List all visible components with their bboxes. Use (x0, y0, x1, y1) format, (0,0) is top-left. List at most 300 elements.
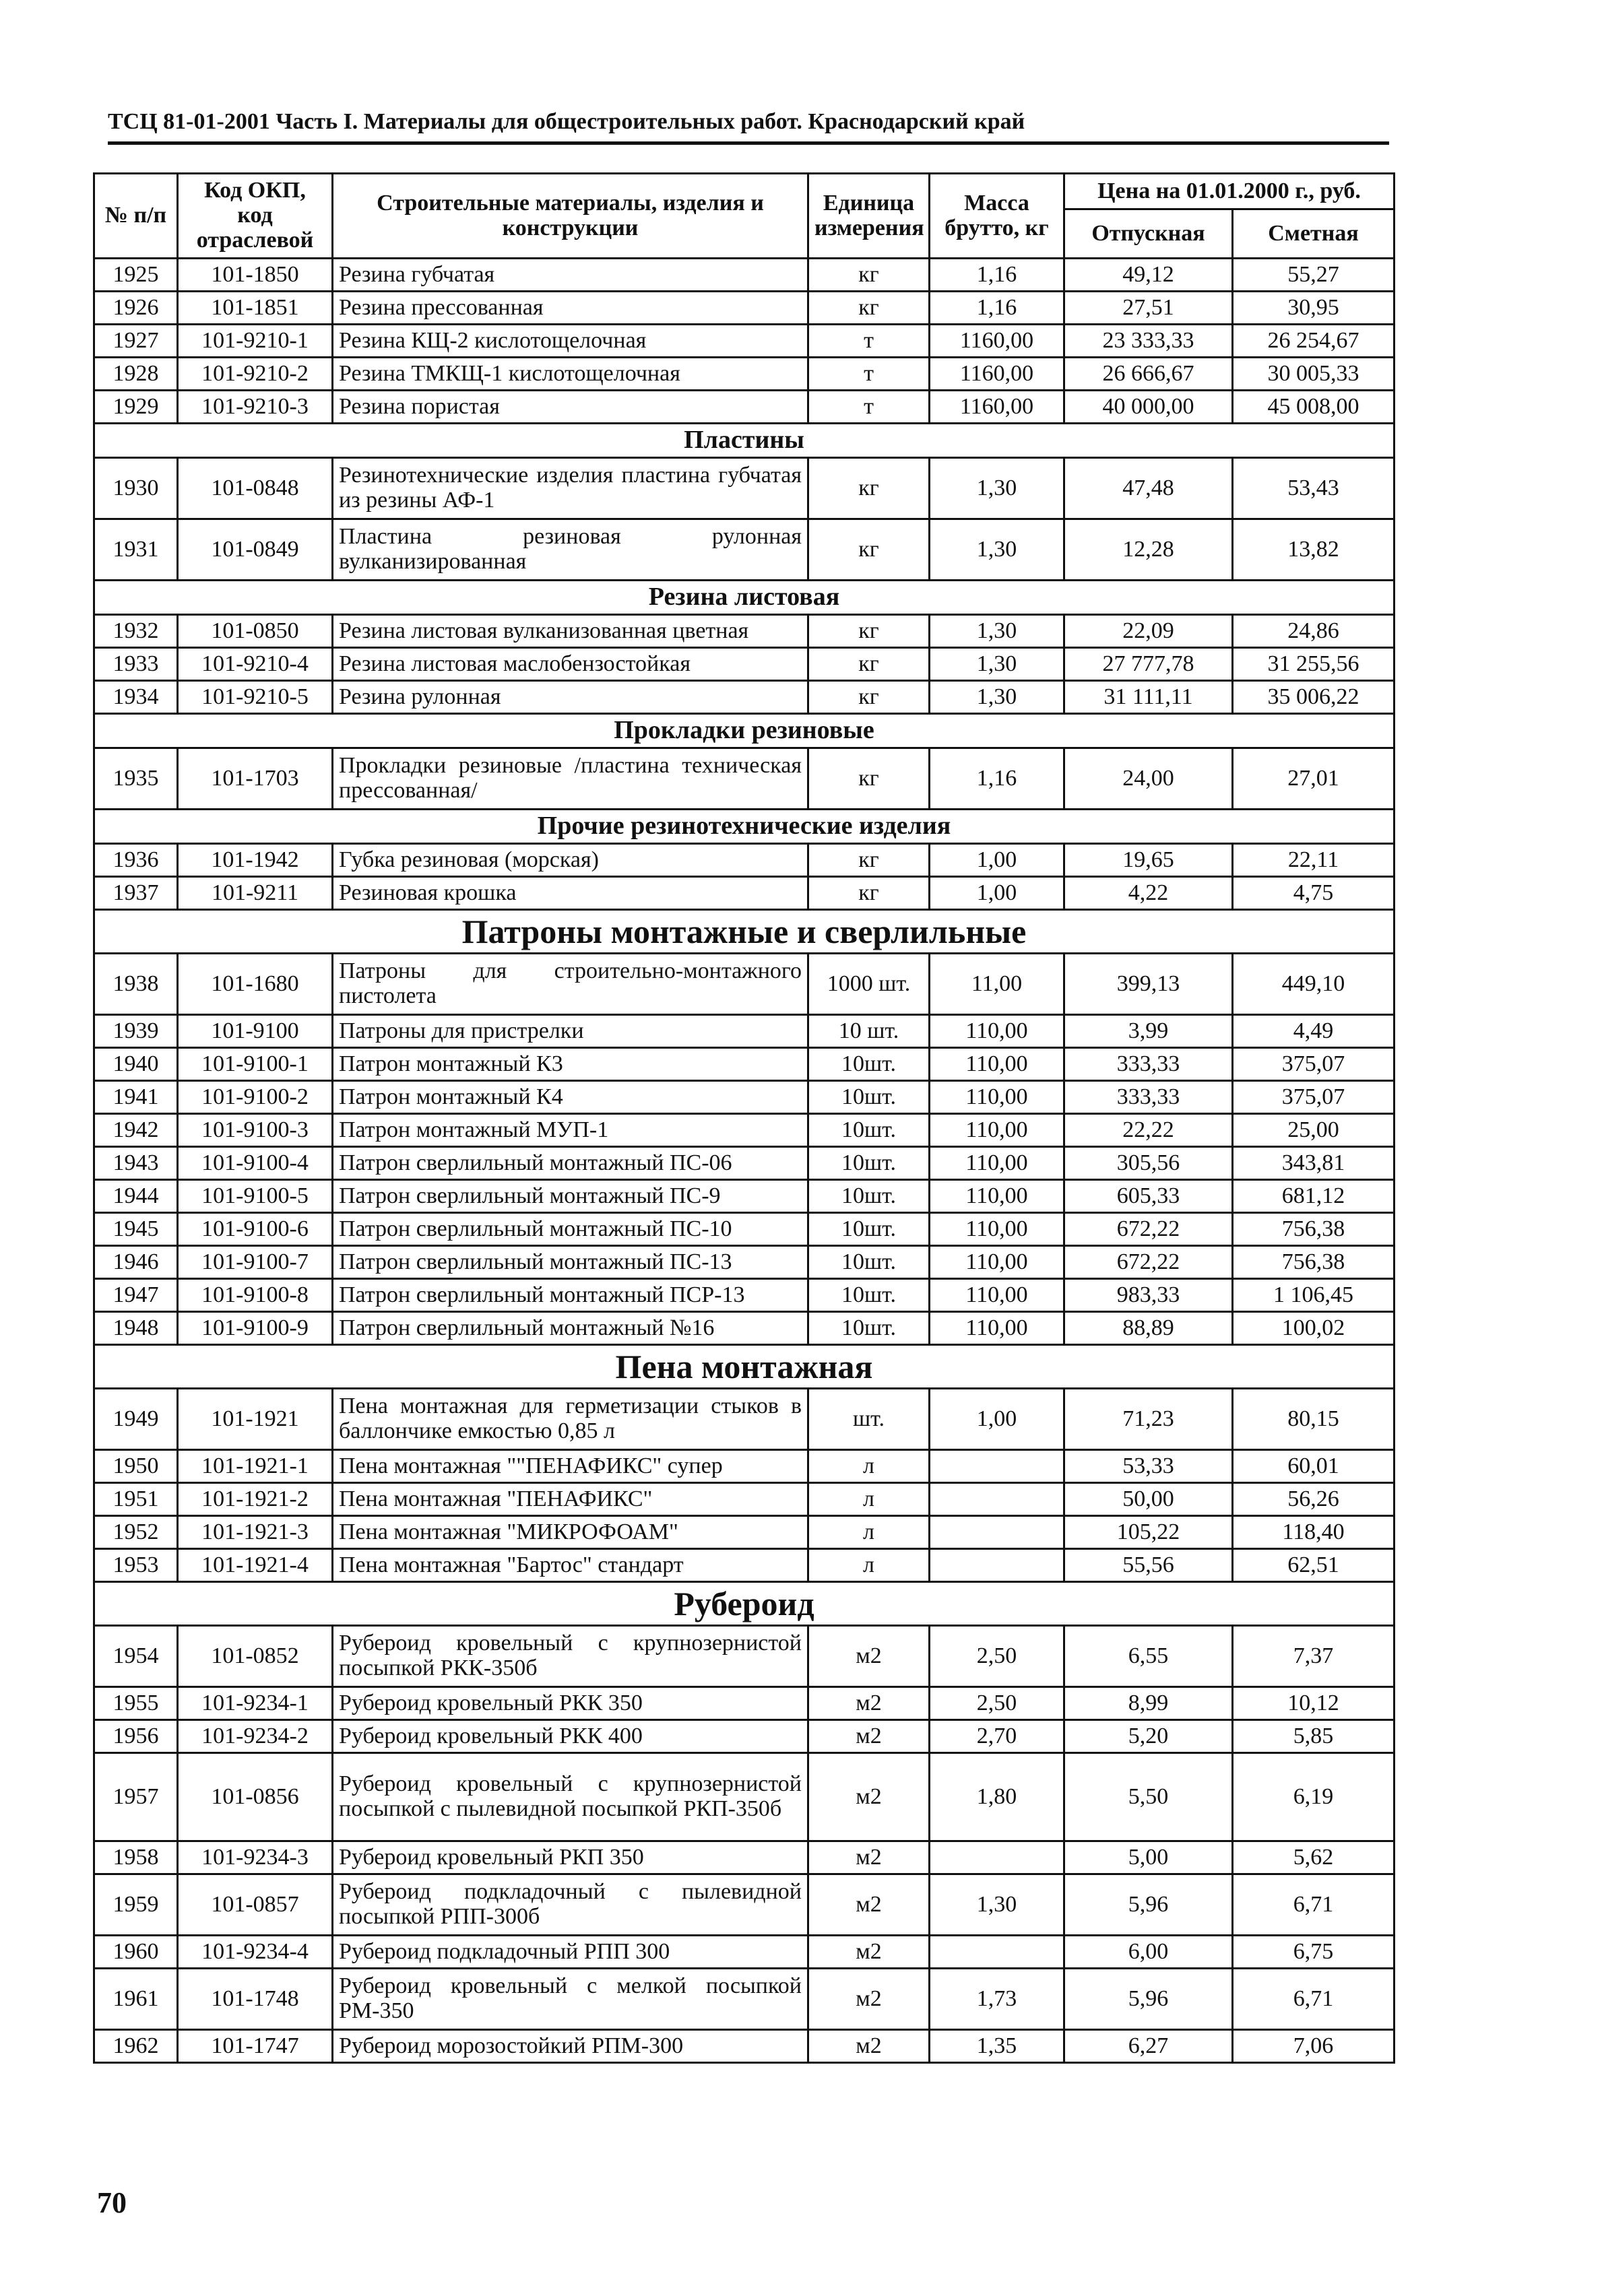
release-price: 71,23 (1064, 1389, 1233, 1450)
table-row (94, 1720, 1395, 1753)
gross-mass: 1160,00 (930, 358, 1064, 391)
gross-mass (930, 1549, 1064, 1582)
row-number: 1944 (94, 1180, 178, 1213)
row-number: 1925 (94, 259, 178, 292)
unit-of-measure: м2 (808, 1687, 930, 1720)
gross-mass: 1160,00 (930, 325, 1064, 358)
material-name: Резина листовая маслобензостойкая (333, 648, 808, 681)
materials-table (93, 172, 1395, 2064)
section-heading-row (94, 424, 1395, 458)
section-heading-row (94, 910, 1395, 954)
estimate-price: 5,62 (1233, 1841, 1395, 1874)
okp-code: 101-9100-4 (178, 1147, 333, 1180)
release-price: 23 333,33 (1064, 325, 1233, 358)
estimate-price: 30,95 (1233, 292, 1395, 325)
release-price: 333,33 (1064, 1048, 1233, 1081)
row-number: 1949 (94, 1389, 178, 1450)
header-rule (108, 141, 1389, 145)
release-price: 88,89 (1064, 1312, 1233, 1345)
release-price: 55,56 (1064, 1549, 1233, 1582)
table-row (94, 325, 1395, 358)
okp-code: 101-9210-4 (178, 648, 333, 681)
release-price: 983,33 (1064, 1279, 1233, 1312)
page-number: 70 (97, 2186, 127, 2219)
row-number: 1928 (94, 358, 178, 391)
okp-code: 101-9100-6 (178, 1213, 333, 1246)
gross-mass: 110,00 (930, 1048, 1064, 1081)
release-price: 3,99 (1064, 1015, 1233, 1048)
unit-of-measure: т (808, 358, 930, 391)
table-row (94, 358, 1395, 391)
estimate-price: 60,01 (1233, 1450, 1395, 1483)
unit-of-measure: м2 (808, 2030, 930, 2063)
unit-of-measure: 10шт. (808, 1048, 930, 1081)
gross-mass: 2,50 (930, 1626, 1064, 1687)
section-heading-row (94, 714, 1395, 748)
table-row (94, 1147, 1395, 1180)
row-number: 1947 (94, 1279, 178, 1312)
okp-code: 101-0850 (178, 615, 333, 648)
unit-of-measure: кг (808, 519, 930, 581)
estimate-price: 4,49 (1233, 1015, 1395, 1048)
gross-mass: 1,00 (930, 1389, 1064, 1450)
gross-mass: 110,00 (930, 1180, 1064, 1213)
gross-mass: 110,00 (930, 1114, 1064, 1147)
header-mass: Масса брутто, кг (930, 174, 1064, 259)
material-name: Губка резиновая (морская) (333, 844, 808, 877)
estimate-price: 1 106,45 (1233, 1279, 1395, 1312)
table-row (94, 1246, 1395, 1279)
row-number: 1962 (94, 2030, 178, 2063)
gross-mass: 1,00 (930, 877, 1064, 910)
row-number: 1953 (94, 1549, 178, 1582)
material-name: Рубероид морозостойкий РПМ-300 (333, 2030, 808, 2063)
section-heading: Прочие резинотехнические изделия (94, 810, 1395, 844)
row-number: 1943 (94, 1147, 178, 1180)
okp-code: 101-9100-8 (178, 1279, 333, 1312)
estimate-price: 30 005,33 (1233, 358, 1395, 391)
release-price: 47,48 (1064, 458, 1233, 519)
row-number: 1939 (94, 1015, 178, 1048)
estimate-price: 80,15 (1233, 1389, 1395, 1450)
section-heading: Пена монтажная (94, 1345, 1395, 1389)
estimate-price: 681,12 (1233, 1180, 1395, 1213)
row-number: 1951 (94, 1483, 178, 1516)
table-row (94, 1687, 1395, 1720)
table-row (94, 681, 1395, 714)
gross-mass: 1,30 (930, 458, 1064, 519)
row-number: 1932 (94, 615, 178, 648)
material-name: Рубероид кровельный с мелкой посыпкой РМ-350 (333, 1969, 808, 2030)
unit-of-measure: кг (808, 681, 930, 714)
estimate-price: 7,37 (1233, 1626, 1395, 1687)
gross-mass: 1,00 (930, 844, 1064, 877)
material-name: Патроны для пристрелки (333, 1015, 808, 1048)
estimate-price: 756,38 (1233, 1213, 1395, 1246)
okp-code: 101-9100-1 (178, 1048, 333, 1081)
estimate-price: 4,75 (1233, 877, 1395, 910)
estimate-price: 100,02 (1233, 1312, 1395, 1345)
unit-of-measure: 1000 шт. (808, 954, 930, 1015)
material-name: Рубероид кровельный РКК 350 (333, 1687, 808, 1720)
gross-mass: 1,35 (930, 2030, 1064, 2063)
table-row (94, 748, 1395, 810)
table-row (94, 1279, 1395, 1312)
gross-mass: 110,00 (930, 1279, 1064, 1312)
table-row (94, 391, 1395, 424)
okp-code: 101-0848 (178, 458, 333, 519)
estimate-price: 25,00 (1233, 1114, 1395, 1147)
release-price: 305,56 (1064, 1147, 1233, 1180)
release-price: 399,13 (1064, 954, 1233, 1015)
material-name: Рубероид кровельный РКК 400 (333, 1720, 808, 1753)
unit-of-measure: кг (808, 458, 930, 519)
unit-of-measure: кг (808, 292, 930, 325)
material-name: Пена монтажная "ПЕНАФИКС" (333, 1483, 808, 1516)
material-name: Резина КЩ-2 кислотощелочная (333, 325, 808, 358)
okp-code: 101-9100-9 (178, 1312, 333, 1345)
material-name: Патрон сверлильный монтажный ПС-9 (333, 1180, 808, 1213)
unit-of-measure: м2 (808, 1969, 930, 2030)
gross-mass: 1,30 (930, 681, 1064, 714)
table-row (94, 458, 1395, 519)
row-number: 1934 (94, 681, 178, 714)
okp-code: 101-0857 (178, 1874, 333, 1936)
okp-code: 101-1680 (178, 954, 333, 1015)
row-number: 1957 (94, 1753, 178, 1841)
okp-code: 101-1747 (178, 2030, 333, 2063)
okp-code: 101-1942 (178, 844, 333, 877)
gross-mass (930, 1936, 1064, 1969)
table-row (94, 1015, 1395, 1048)
okp-code: 101-1703 (178, 748, 333, 810)
estimate-price: 6,75 (1233, 1936, 1395, 1969)
estimate-price: 13,82 (1233, 519, 1395, 581)
gross-mass: 2,70 (930, 1720, 1064, 1753)
unit-of-measure: м2 (808, 1720, 930, 1753)
row-number: 1926 (94, 292, 178, 325)
section-heading: Пластины (94, 424, 1395, 458)
okp-code: 101-9210-3 (178, 391, 333, 424)
unit-of-measure: т (808, 391, 930, 424)
gross-mass (930, 1483, 1064, 1516)
unit-of-measure: л (808, 1516, 930, 1549)
estimate-price: 449,10 (1233, 954, 1395, 1015)
release-price: 53,33 (1064, 1450, 1233, 1483)
row-number: 1955 (94, 1687, 178, 1720)
material-name: Пена монтажная для герметизации стыков в баллончике емкостью 0,85 л (333, 1389, 808, 1450)
row-number: 1935 (94, 748, 178, 810)
unit-of-measure: кг (808, 844, 930, 877)
estimate-price: 375,07 (1233, 1081, 1395, 1114)
gross-mass (930, 1516, 1064, 1549)
unit-of-measure: т (808, 325, 930, 358)
estimate-price: 27,01 (1233, 748, 1395, 810)
material-name: Патрон сверлильный монтажный ПС-13 (333, 1246, 808, 1279)
row-number: 1945 (94, 1213, 178, 1246)
material-name: Пена монтажная "Бартос" стандарт (333, 1549, 808, 1582)
table-row (94, 1312, 1395, 1345)
release-price: 672,22 (1064, 1213, 1233, 1246)
material-name: Резина губчатая (333, 259, 808, 292)
section-heading-row (94, 581, 1395, 615)
row-number: 1948 (94, 1312, 178, 1345)
release-price: 6,55 (1064, 1626, 1233, 1687)
unit-of-measure: кг (808, 877, 930, 910)
row-number: 1950 (94, 1450, 178, 1483)
section-heading-row (94, 1345, 1395, 1389)
unit-of-measure: 10шт. (808, 1180, 930, 1213)
gross-mass: 110,00 (930, 1081, 1064, 1114)
release-price: 105,22 (1064, 1516, 1233, 1549)
table-row (94, 1048, 1395, 1081)
row-number: 1929 (94, 391, 178, 424)
gross-mass: 1160,00 (930, 391, 1064, 424)
row-number: 1959 (94, 1874, 178, 1936)
unit-of-measure: м2 (808, 1936, 930, 1969)
release-price: 5,00 (1064, 1841, 1233, 1874)
unit-of-measure: 10шт. (808, 1081, 930, 1114)
unit-of-measure: м2 (808, 1626, 930, 1687)
gross-mass: 1,30 (930, 615, 1064, 648)
release-price: 24,00 (1064, 748, 1233, 810)
release-price: 4,22 (1064, 877, 1233, 910)
okp-code: 101-1921-1 (178, 1450, 333, 1483)
gross-mass: 11,00 (930, 954, 1064, 1015)
okp-code: 101-9211 (178, 877, 333, 910)
material-name: Патрон сверлильный монтажный ПС-06 (333, 1147, 808, 1180)
table-row (94, 1389, 1395, 1450)
estimate-price: 10,12 (1233, 1687, 1395, 1720)
material-name: Пена монтажная ""ПЕНАФИКС" супер (333, 1450, 808, 1483)
estimate-price: 45 008,00 (1233, 391, 1395, 424)
release-price: 50,00 (1064, 1483, 1233, 1516)
estimate-price: 24,86 (1233, 615, 1395, 648)
release-price: 19,65 (1064, 844, 1233, 877)
row-number: 1946 (94, 1246, 178, 1279)
unit-of-measure: 10шт. (808, 1213, 930, 1246)
table-row (94, 1549, 1395, 1582)
section-heading: Патроны монтажные и сверлильные (94, 910, 1395, 954)
table-row (94, 877, 1395, 910)
okp-code: 101-9234-2 (178, 1720, 333, 1753)
okp-code: 101-1921 (178, 1389, 333, 1450)
release-price: 5,50 (1064, 1753, 1233, 1841)
release-price: 333,33 (1064, 1081, 1233, 1114)
okp-code: 101-9100-7 (178, 1246, 333, 1279)
unit-of-measure: кг (808, 748, 930, 810)
material-name: Прокладки резиновые /пластина техническая прессованная/ (333, 748, 808, 810)
gross-mass: 110,00 (930, 1246, 1064, 1279)
table-body (94, 259, 1395, 2063)
release-price: 40 000,00 (1064, 391, 1233, 424)
row-number: 1941 (94, 1081, 178, 1114)
okp-code: 101-1921-2 (178, 1483, 333, 1516)
gross-mass: 110,00 (930, 1312, 1064, 1345)
table-row (94, 1213, 1395, 1246)
material-name: Рубероид кровельный с крупнозернистой посыпкой РКК-350б (333, 1626, 808, 1687)
row-number: 1958 (94, 1841, 178, 1874)
gross-mass (930, 1841, 1064, 1874)
unit-of-measure: кг (808, 259, 930, 292)
row-number: 1938 (94, 954, 178, 1015)
estimate-price: 55,27 (1233, 259, 1395, 292)
okp-code: 101-0856 (178, 1753, 333, 1841)
estimate-price: 6,19 (1233, 1753, 1395, 1841)
page-header: ТСЦ 81-01-2001 Часть I. Материалы для общестроительных работ. Краснодарский край (108, 109, 1025, 134)
row-number: 1960 (94, 1936, 178, 1969)
material-name: Рубероид кровельный РКП 350 (333, 1841, 808, 1874)
header-price-estimate: Сметная (1233, 209, 1395, 259)
table-row (94, 519, 1395, 581)
row-number: 1942 (94, 1114, 178, 1147)
release-price: 6,27 (1064, 2030, 1233, 2063)
gross-mass: 1,80 (930, 1753, 1064, 1841)
estimate-price: 56,26 (1233, 1483, 1395, 1516)
table-row (94, 954, 1395, 1015)
release-price: 26 666,67 (1064, 358, 1233, 391)
estimate-price: 31 255,56 (1233, 648, 1395, 681)
row-number: 1961 (94, 1969, 178, 2030)
row-number: 1933 (94, 648, 178, 681)
unit-of-measure: л (808, 1549, 930, 1582)
row-number: 1936 (94, 844, 178, 877)
gross-mass: 110,00 (930, 1015, 1064, 1048)
release-price: 5,96 (1064, 1969, 1233, 2030)
header-price-group: Цена на 01.01.2000 г., руб. (1064, 174, 1395, 209)
table-row (94, 1969, 1395, 2030)
unit-of-measure: м2 (808, 1753, 930, 1841)
okp-code: 101-0852 (178, 1626, 333, 1687)
release-price: 5,96 (1064, 1874, 1233, 1936)
release-price: 31 111,11 (1064, 681, 1233, 714)
release-price: 27 777,78 (1064, 648, 1233, 681)
table-row (94, 1936, 1395, 1969)
estimate-price: 35 006,22 (1233, 681, 1395, 714)
material-name: Резина пористая (333, 391, 808, 424)
material-name: Резина ТМКЩ-1 кислотощелочная (333, 358, 808, 391)
section-heading-row (94, 810, 1395, 844)
table-row (94, 844, 1395, 877)
gross-mass (930, 1450, 1064, 1483)
section-heading: Резина листовая (94, 581, 1395, 615)
section-heading-row (94, 1582, 1395, 1626)
material-name: Патрон монтажный К3 (333, 1048, 808, 1081)
row-number: 1952 (94, 1516, 178, 1549)
header-unit: Единица измерения (808, 174, 930, 259)
gross-mass: 1,16 (930, 748, 1064, 810)
table-row (94, 1483, 1395, 1516)
table-row (94, 1516, 1395, 1549)
table-row (94, 1753, 1395, 1841)
unit-of-measure: 10 шт. (808, 1015, 930, 1048)
header-num: № п/п (94, 174, 178, 259)
unit-of-measure: 10шт. (808, 1312, 930, 1345)
material-name: Пластина резиновая рулонная вулканизированная (333, 519, 808, 581)
table-row (94, 259, 1395, 292)
unit-of-measure: кг (808, 615, 930, 648)
okp-code: 101-1851 (178, 292, 333, 325)
okp-code: 101-9100-3 (178, 1114, 333, 1147)
table-row (94, 1626, 1395, 1687)
table-row (94, 1874, 1395, 1936)
estimate-price: 53,43 (1233, 458, 1395, 519)
estimate-price: 6,71 (1233, 1969, 1395, 2030)
material-name: Патрон монтажный МУП-1 (333, 1114, 808, 1147)
okp-code: 101-9100-5 (178, 1180, 333, 1213)
material-name: Патрон сверлильный монтажный №16 (333, 1312, 808, 1345)
row-number: 1954 (94, 1626, 178, 1687)
gross-mass: 1,16 (930, 259, 1064, 292)
material-name: Патрон монтажный К4 (333, 1081, 808, 1114)
material-name: Резина рулонная (333, 681, 808, 714)
table-row (94, 1180, 1395, 1213)
unit-of-measure: л (808, 1450, 930, 1483)
okp-code: 101-1850 (178, 259, 333, 292)
material-name: Патроны для строительно-монтажного пистолета (333, 954, 808, 1015)
gross-mass: 2,50 (930, 1687, 1064, 1720)
material-name: Рубероид подкладочный с пылевидной посыпкой РПП-300б (333, 1874, 808, 1936)
release-price: 49,12 (1064, 259, 1233, 292)
row-number: 1937 (94, 877, 178, 910)
material-name: Рубероид подкладочный РПП 300 (333, 1936, 808, 1969)
release-price: 8,99 (1064, 1687, 1233, 1720)
okp-code: 101-9234-3 (178, 1841, 333, 1874)
material-name: Резинотехнические изделия пластина губчатая из резины АФ-1 (333, 458, 808, 519)
unit-of-measure: 10шт. (808, 1114, 930, 1147)
row-number: 1956 (94, 1720, 178, 1753)
estimate-price: 118,40 (1233, 1516, 1395, 1549)
unit-of-measure: м2 (808, 1841, 930, 1874)
header-code: Код ОКП, код отраслевой (178, 174, 333, 259)
estimate-price: 756,38 (1233, 1246, 1395, 1279)
unit-of-measure: л (808, 1483, 930, 1516)
release-price: 6,00 (1064, 1936, 1233, 1969)
gross-mass: 1,30 (930, 1874, 1064, 1936)
release-price: 22,09 (1064, 615, 1233, 648)
unit-of-measure: 10шт. (808, 1279, 930, 1312)
estimate-price: 343,81 (1233, 1147, 1395, 1180)
release-price: 672,22 (1064, 1246, 1233, 1279)
unit-of-measure: шт. (808, 1389, 930, 1450)
material-name: Резина прессованная (333, 292, 808, 325)
gross-mass: 110,00 (930, 1147, 1064, 1180)
estimate-price: 5,85 (1233, 1720, 1395, 1753)
table-row (94, 292, 1395, 325)
table-row (94, 1081, 1395, 1114)
material-name: Пена монтажная "МИКРОФОАМ" (333, 1516, 808, 1549)
estimate-price: 26 254,67 (1233, 325, 1395, 358)
okp-code: 101-9100-2 (178, 1081, 333, 1114)
okp-code: 101-9210-2 (178, 358, 333, 391)
okp-code: 101-1748 (178, 1969, 333, 2030)
section-heading: Прокладки резиновые (94, 714, 1395, 748)
material-name: Резиновая крошка (333, 877, 808, 910)
gross-mass: 1,30 (930, 648, 1064, 681)
okp-code: 101-9234-4 (178, 1936, 333, 1969)
unit-of-measure: 10шт. (808, 1246, 930, 1279)
okp-code: 101-0849 (178, 519, 333, 581)
table-row (94, 1450, 1395, 1483)
header-price-release: Отпускная (1064, 209, 1233, 259)
release-price: 12,28 (1064, 519, 1233, 581)
row-number: 1931 (94, 519, 178, 581)
release-price: 605,33 (1064, 1180, 1233, 1213)
gross-mass: 1,73 (930, 1969, 1064, 2030)
material-name: Резина листовая вулканизованная цветная (333, 615, 808, 648)
row-number: 1927 (94, 325, 178, 358)
table-row (94, 615, 1395, 648)
